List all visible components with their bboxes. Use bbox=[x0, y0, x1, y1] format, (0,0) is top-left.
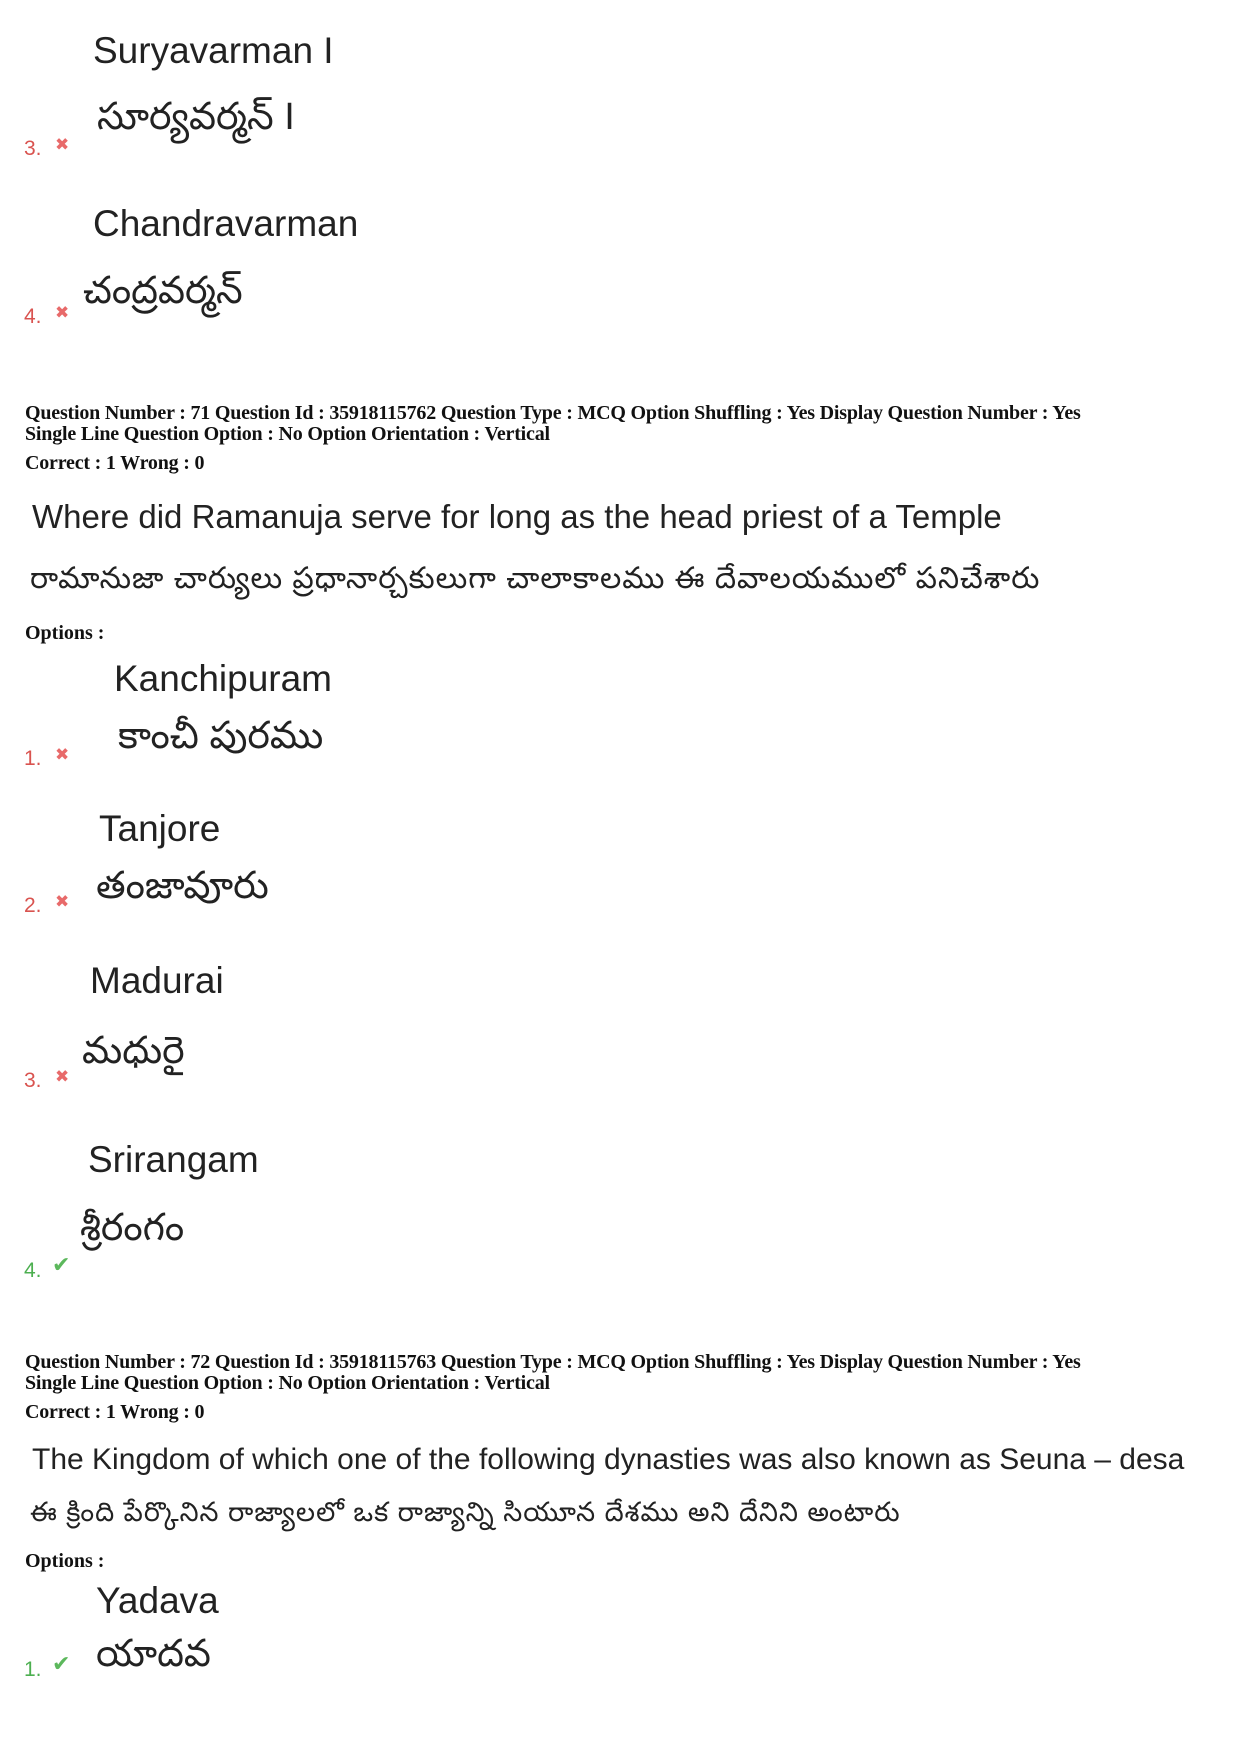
option-text-en: Tanjore bbox=[99, 808, 221, 849]
option-number: 3. bbox=[24, 1069, 42, 1092]
question-text-te: ఈ క్రింది పేర్కొనిన రాజ్యాలలో ఒక రాజ్యాన్ని సియూన దేశము అని దేనిని అంటారు bbox=[30, 1497, 901, 1527]
option-text-te: మధురై bbox=[82, 1030, 185, 1072]
option-number: 1. bbox=[24, 1658, 42, 1681]
question-meta: Question Number : 72 Question Id : 35918115763 Question Type : MCQ Option Shuffling : Yes Display Question Number : Yes bbox=[25, 1351, 1081, 1373]
check-icon: ✔ bbox=[52, 1252, 71, 1277]
option-text-en: Suryavarman I bbox=[93, 30, 334, 71]
option-number: 3. bbox=[24, 137, 42, 160]
option-number: 4. bbox=[24, 305, 42, 328]
question-marks: Correct : 1 Wrong : 0 bbox=[25, 452, 205, 474]
option-text-en: Yadava bbox=[96, 1580, 219, 1621]
question-text-en: Where did Ramanuja serve for long as the head priest of a Temple bbox=[32, 498, 1002, 535]
option-text-te: శ్రీరంగం bbox=[80, 1207, 185, 1249]
cross-icon: ✖ bbox=[55, 303, 70, 322]
option-text-te: సూర్యవర్మన్ I bbox=[97, 96, 295, 138]
option-text-en: Madurai bbox=[90, 960, 224, 1001]
cross-icon: ✖ bbox=[55, 1067, 70, 1086]
cross-icon: ✖ bbox=[55, 135, 70, 154]
question-marks: Correct : 1 Wrong : 0 bbox=[25, 1401, 205, 1423]
option-text-te: తంజావూరు bbox=[96, 865, 269, 907]
option-text-en: Srirangam bbox=[88, 1139, 259, 1180]
question-meta: Single Line Question Option : No Option Orientation : Vertical bbox=[25, 1372, 550, 1394]
option-text-te: యాదవ bbox=[96, 1633, 211, 1675]
question-meta: Question Number : 71 Question Id : 35918115762 Question Type : MCQ Option Shuffling : Yes Display Question Number : Yes bbox=[25, 402, 1081, 424]
question-text-te: రామానుజా చార్యులు ప్రధానార్చకులుగా చాలాకాలము ఈ దేవాలయములో పనిచేశారు bbox=[30, 562, 1041, 595]
option-number: 4. bbox=[24, 1259, 42, 1282]
question-meta: Single Line Question Option : No Option Orientation : Vertical bbox=[25, 423, 550, 445]
option-text-te: కాంచీ పురము bbox=[118, 715, 324, 757]
options-label: Options : bbox=[25, 622, 105, 644]
cross-icon: ✖ bbox=[55, 745, 70, 764]
option-number: 2. bbox=[24, 894, 42, 917]
option-text-te: చంద్రవర్మన్ bbox=[83, 270, 243, 312]
option-number: 1. bbox=[24, 747, 42, 770]
options-label: Options : bbox=[25, 1550, 105, 1572]
option-text-en: Chandravarman bbox=[93, 203, 359, 244]
check-icon: ✔ bbox=[52, 1651, 71, 1676]
option-text-en: Kanchipuram bbox=[114, 658, 333, 699]
cross-icon: ✖ bbox=[55, 892, 70, 911]
question-text-en: The Kingdom of which one of the following dynasties was also known as Seuna – desa bbox=[32, 1443, 1185, 1476]
